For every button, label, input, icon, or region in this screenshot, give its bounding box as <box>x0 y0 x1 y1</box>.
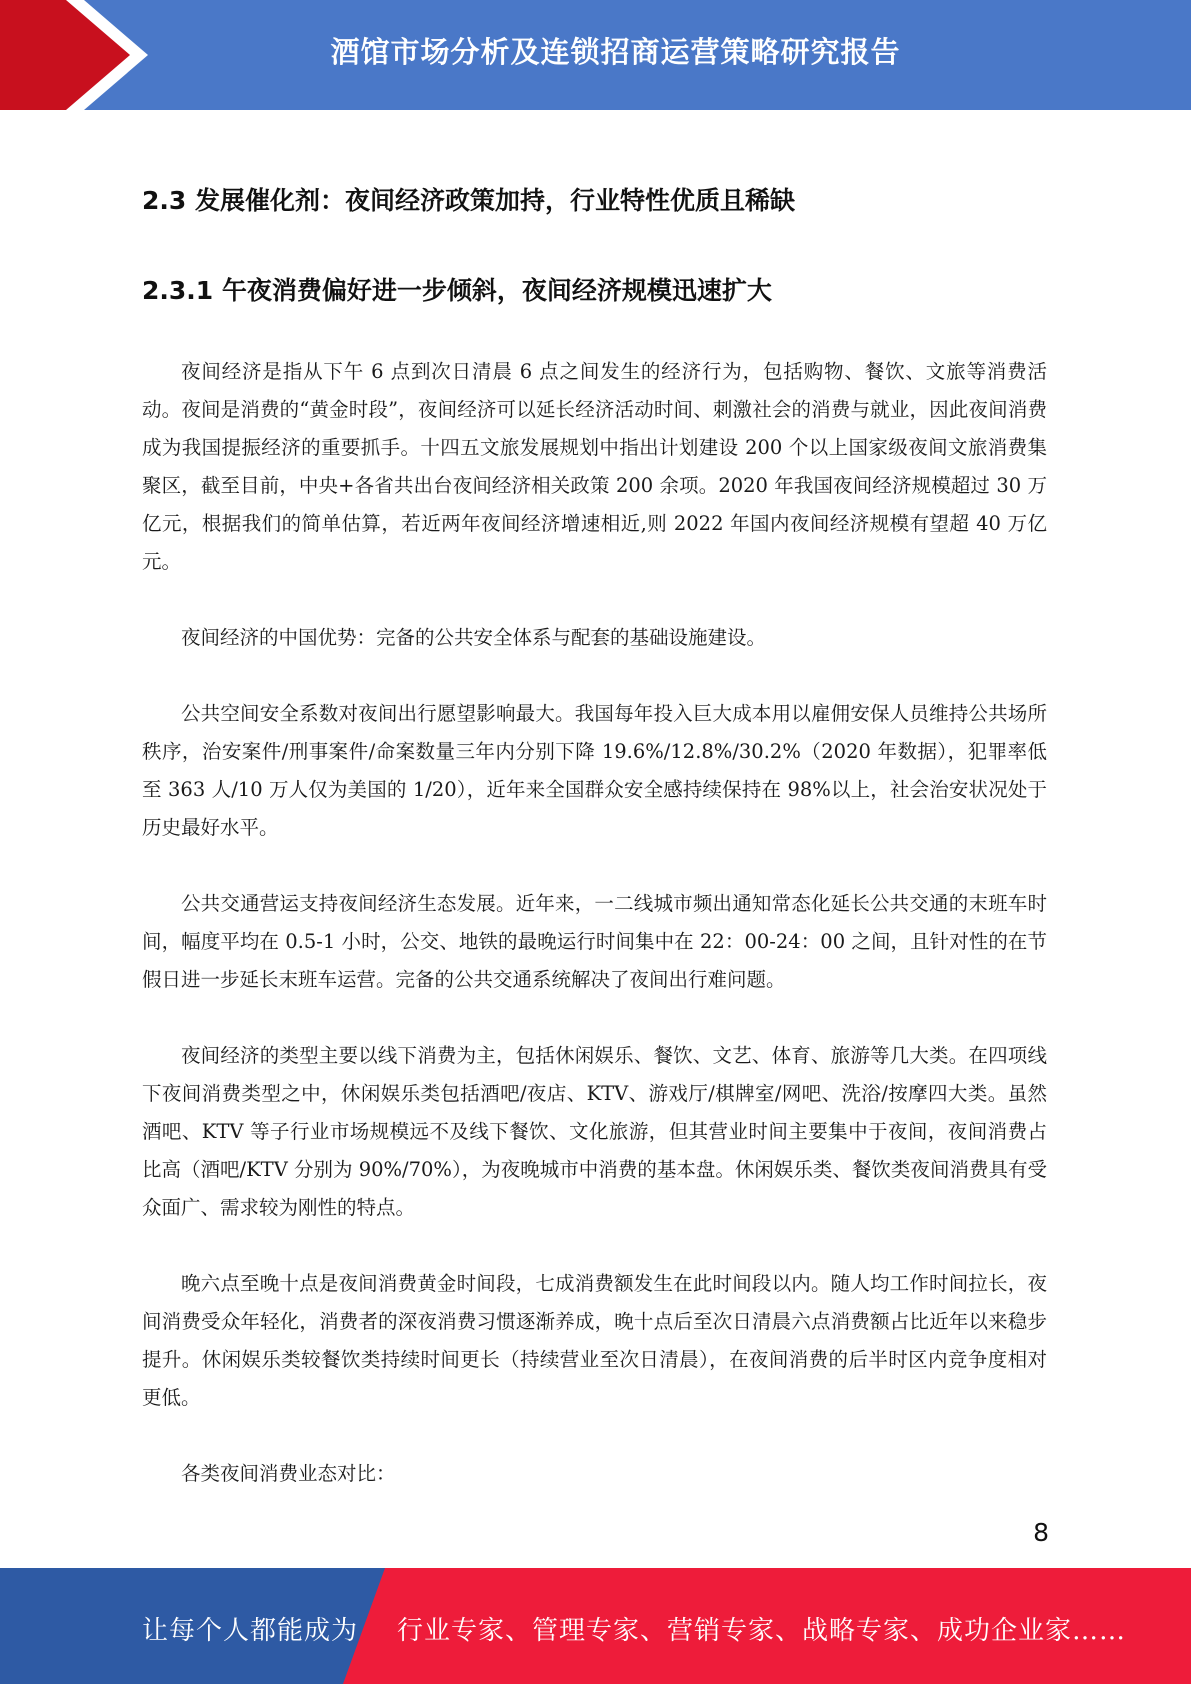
footer-slogan-left: 让每个人都能成为 <box>142 1616 359 1646</box>
page-header <box>0 0 1191 110</box>
page-footer <box>0 1568 1191 1684</box>
paragraph-night-economy-definition: 夜间经济是指从下午 6 点到次日清晨 6 点之间发生的经济行为，包括购物、餐饮、文旅等消费活动。夜间是消费的“黄金时段”，夜间经济可以延长经济活动时间、刺激社会的消费与就业，因此夜间消费成为我国提振经济的重要抓手。十四五文旅发展规划中指出计划建设 200 个以上国家级夜间文旅消费集聚区，截至目前，中央+各省共出台夜间经济相关政策 200 余项。2020 年我国夜间经济规模超过 30 万亿元，根据我们的简单估算，若近两年夜间经济增速相近,则 2022 年国内夜间经济规模有望超 40 万亿元。 <box>142 360 1047 573</box>
subsection-heading: 2.3.1 午夜消费偏好进一步倾斜，夜间经济规模迅速扩大 <box>142 276 772 305</box>
page-number: 8 <box>1033 1518 1049 1547</box>
report-title: 酒馆市场分析及连锁招商运营策略研究报告 <box>330 35 901 69</box>
body-content <box>142 353 1047 1531</box>
paragraph-public-transport: 公共交通营运支持夜间经济生态发展。近年来，一二线城市频出通知常态化延长公共交通的末班车时间，幅度平均在 0.5-1 小时，公交、地铁的最晚运行时间集中在 22：00-24：00 之间，且针对性的在节假日进一步延长末班车运营。完备的公共交通系统解决了夜间出行难问题。 <box>142 892 1047 991</box>
paragraph-comparison-intro: 各类夜间消费业态对比： <box>181 1462 396 1485</box>
footer-slogan-right: 行业专家、管理专家、营销专家、战略专家、成功企业家…… <box>397 1616 1127 1646</box>
paragraph-public-safety: 公共空间安全系数对夜间出行愿望影响最大。我国每年投入巨大成本用以雇佣安保人员维持公共场所秩序，治安案件/刑事案件/命案数量三年内分别下降 19.6%/12.8%/30.2%（2020 年数据），犯罪率低至 363 人/10 万人仅为美国的 1/20），近年来全国群众安全感持续保持在 98%以上，社会治安状况处于历史最好水平。 <box>142 702 1047 839</box>
paragraph-consumption-types: 夜间经济的类型主要以线下消费为主，包括休闲娱乐、餐饮、文艺、体育、旅游等几大类。在四项线下夜间消费类型之中，休闲娱乐类包括酒吧/夜店、KTV、游戏厅/棋牌室/网吧、洗浴/按摩四大类。虽然酒吧、KTV 等子行业市场规模远不及线下餐饮、文化旅游，但其营业时间主要集中于夜间，夜间消费占比高（酒吧/KTV 分别为 90%/70%），为夜晚城市中消费的基本盘。休闲娱乐类、餐饮类夜间消费具有受众面广、需求较为刚性的特点。 <box>142 1044 1047 1219</box>
paragraph-china-advantage: 夜间经济的中国优势：完备的公共安全体系与配套的基础设施建设。 <box>181 626 767 649</box>
section-heading: 2.3 发展催化剂：夜间经济政策加持，行业特性优质且稀缺 <box>142 186 795 215</box>
paragraph-time-periods: 晚六点至晚十点是夜间消费黄金时间段，七成消费额发生在此时间段以内。随人均工作时间拉长，夜间消费受众年轻化，消费者的深夜消费习惯逐渐养成，晚十点后至次日清晨六点消费额占比近年以来稳步提升。休闲娱乐类较餐饮类持续时间更长（持续营业至次日清晨），在夜间消费的后半时区内竞争度相对更低。 <box>142 1272 1047 1409</box>
